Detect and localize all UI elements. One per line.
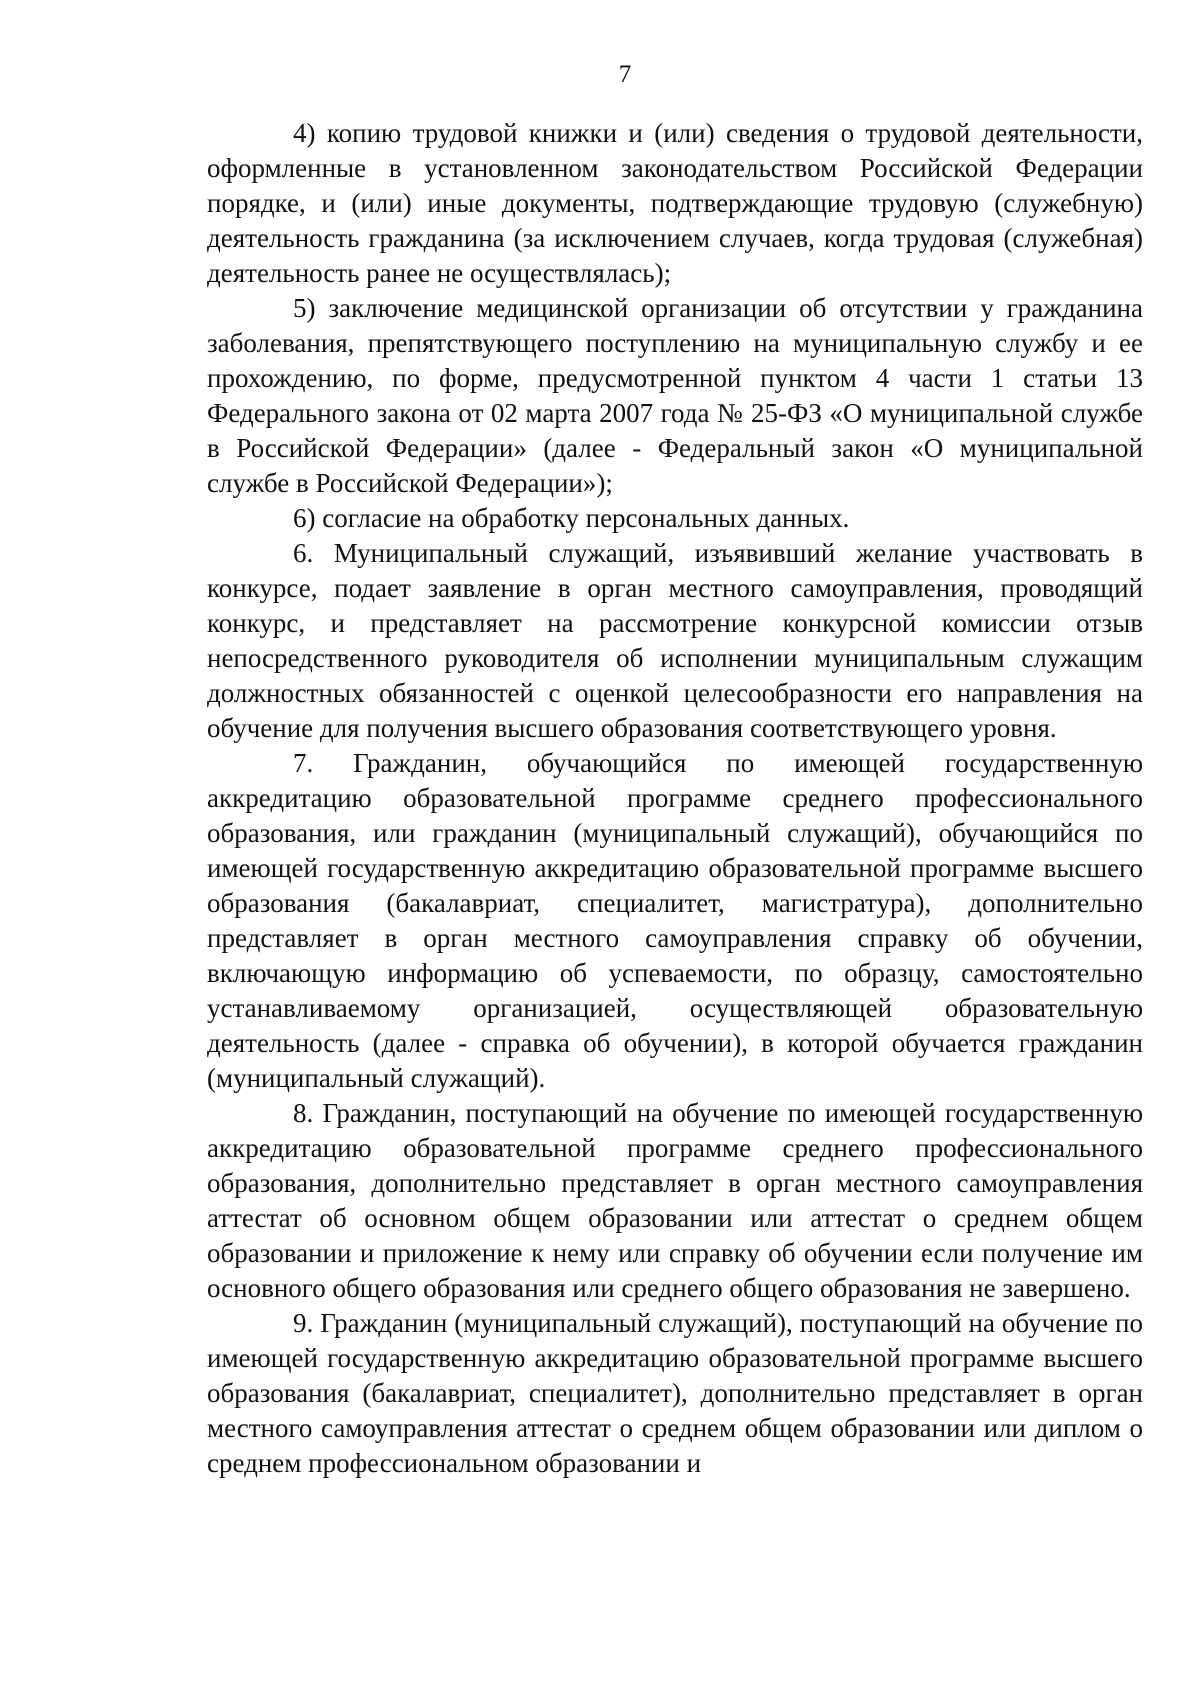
document-body	[207, 116, 1143, 1481]
page-number: 7	[618, 61, 632, 88]
paragraph-section-9: 9. Гражданин (муниципальный служащий), поступающий на обучение по имеющей государственную аккредитацию образовательной программе высшего образования (бакалавриат, специалитет), дополнительно представляет в орган местного самоуправления аттестат о среднем общем образовании или диплом о среднем профессиональном образовании и	[207, 1308, 1143, 1478]
paragraph-item-5-medical-conclusion: 5) заключение медицинской организации об отсутствии у гражданина заболевания, препятствующего поступлению на муниципальную службу и ее прохождению, по форме, предусмотренной пунктом 4 части 1 статьи 13 Федерального закона от 02 марта 2007 года № 25-ФЗ «О муниципальной службе в Российской Федерации» (далее - Федеральный закон «О муниципальной службе в Российской Федерации»);	[207, 293, 1143, 498]
paragraph-section-8: 8. Гражданин, поступающий на обучение по имеющей государственную аккредитацию образовательной программе среднего профессионального образования, дополнительно представляет в орган местного самоуправления аттестат об основном общем образовании или аттестат о среднем общем образовании и приложение к нему или справку об обучении если получение им основного общего образования или среднего общего образования не завершено.	[207, 1098, 1143, 1303]
paragraph-section-7: 7. Гражданин, обучающийся по имеющей государственную аккредитацию образовательной программе среднего профессионального образования, или гражданин (муниципальный служащий), обучающийся по имеющей государственную аккредитацию образовательной программе высшего образования (бакалавриат, специалитет, магистратура), дополнительно представляет в орган местного самоуправления справку об обучении, включающую информацию об успеваемости, по образцу, самостоятельно устанавливаемому организацией, осуществляющей образовательную деятельность (далее - справка об обучении), в которой обучается гражданин (муниципальный служащий).	[207, 748, 1143, 1093]
paragraph-item-6-personal-data-consent: 6) согласие на обработку персональных данных.	[293, 503, 850, 533]
paragraph-item-4-employment-record: 4) копию трудовой книжки и (или) сведения о трудовой деятельности, оформленные в установленном законодательством Российской Федерации порядке, и (или) иные документы, подтверждающие трудовую (служебную) деятельность гражданина (за исключением случаев, когда трудовая (служебная) деятельность ранее не осуществлялась);	[207, 118, 1143, 288]
paragraph-section-6: 6. Муниципальный служащий, изъявивший желание участвовать в конкурсе, подает заявление в орган местного самоуправления, проводящий конкурс, и представляет на рассмотрение конкурсной комиссии отзыв непосредственного руководителя об исполнении муниципальным служащим должностных обязанностей с оценкой целесообразности его направления на обучение для получения высшего образования соответствующего уровня.	[207, 538, 1143, 743]
